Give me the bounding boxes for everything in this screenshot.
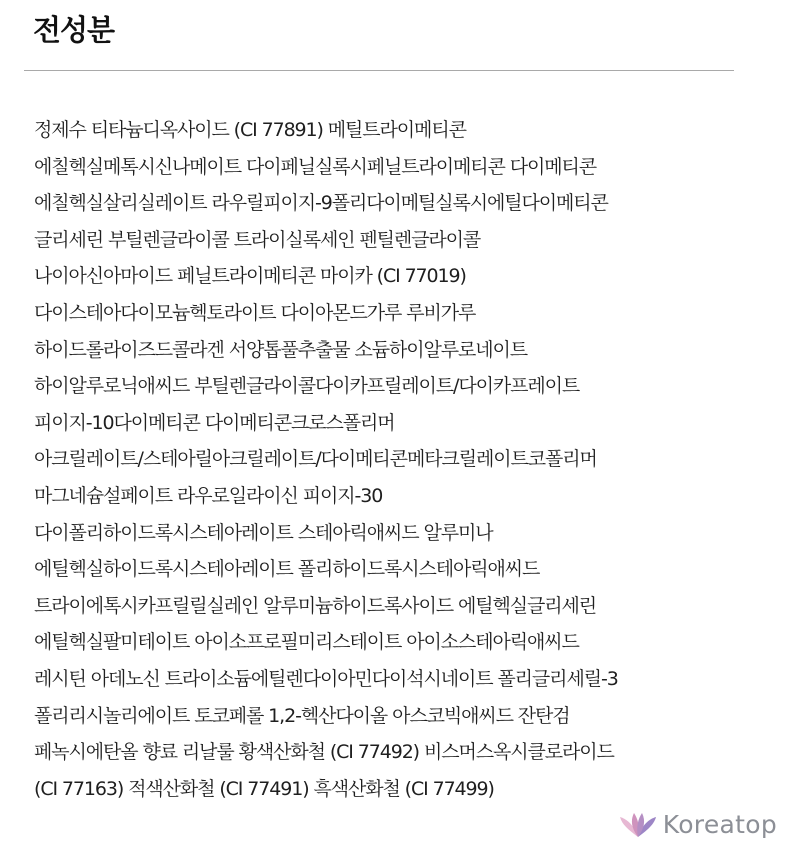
ingredient-line: 에틸헥실팔미테이트 아이소프로필미리스테이트 아이소스테아릭애씨드 xyxy=(34,631,579,654)
ingredient-line: 트라이에톡시카프릴릴실레인 알루미늄하이드록사이드 에틸헥실글리세린 xyxy=(34,594,597,617)
ingredient-line: 하이알루로닉애씨드 부틸렌글라이콜다이카프릴레이트/다이카프레이트 xyxy=(34,375,580,398)
ingredient-line: 에칠헥실살리실레이트 라우릴피이지-9폴리다이메틸실록시에틸다이메티콘 xyxy=(34,192,608,215)
koreatop-watermark xyxy=(618,810,777,840)
ingredient-line: 다이폴리하이드록시스테아레이트 스테아릭애씨드 알루미나 xyxy=(34,521,493,544)
ingredient-line: 아크릴레이트/스테아릴아크릴레이트/다이메티콘메타크릴레이트코폴리머 xyxy=(34,448,597,471)
watermark-text: Koreatop xyxy=(662,810,777,839)
ingredient-line: 폴리리시놀리에이트 토코페롤 1,2-헥산다이올 아스코빅애씨드 잔탄검 xyxy=(34,704,570,727)
ingredient-line: 페녹시에탄올 향료 리날룰 황색산화철 (CI 77492) 비스머스옥시클로라이드 xyxy=(34,741,614,764)
ingredient-line: 정제수 티타늄디옥사이드 (CI 77891) 메틸트라이메티콘 xyxy=(34,119,466,141)
ingredient-line: 에틸헥실하이드록시스테아레이트 폴리하이드록시스테아릭애씨드 xyxy=(34,558,540,581)
ingredient-list xyxy=(34,112,774,807)
section-title: 전성분 xyxy=(33,13,115,47)
ingredient-line: 다이스테아다이모늄헥토라이트 다이아몬드가루 루비가루 xyxy=(34,301,476,324)
ingredient-line: 마그네슘설페이트 라우로일라이신 피이지-30 xyxy=(34,484,383,507)
ingredient-line: 나이아신아마이드 페닐트라이메티콘 마이카 (CI 77019) xyxy=(34,265,466,288)
ingredient-line: 에칠헥실메톡시신나메이트 다이페닐실록시페닐트라이메티콘 다이메티콘 xyxy=(34,155,597,178)
title-divider xyxy=(24,70,734,71)
ingredient-line: 글리세린 부틸렌글라이콜 트라이실록세인 펜틸렌글라이콜 xyxy=(34,228,481,251)
lotus-icon xyxy=(618,811,658,839)
ingredient-line: (CI 77163) 적색산화철 (CI 77491) 흑색산화철 (CI 77499) xyxy=(34,777,494,800)
ingredient-line: 하이드롤라이즈드콜라겐 서양톱풀추출물 소듐하이알루로네이트 xyxy=(34,338,527,361)
ingredient-line: 피이지-10다이메티콘 다이메티콘크로스폴리머 xyxy=(34,411,395,434)
ingredient-line: 레시틴 아데노신 트라이소듐에틸렌다이아민다이석시네이트 폴리글리세릴-3 xyxy=(34,667,618,690)
